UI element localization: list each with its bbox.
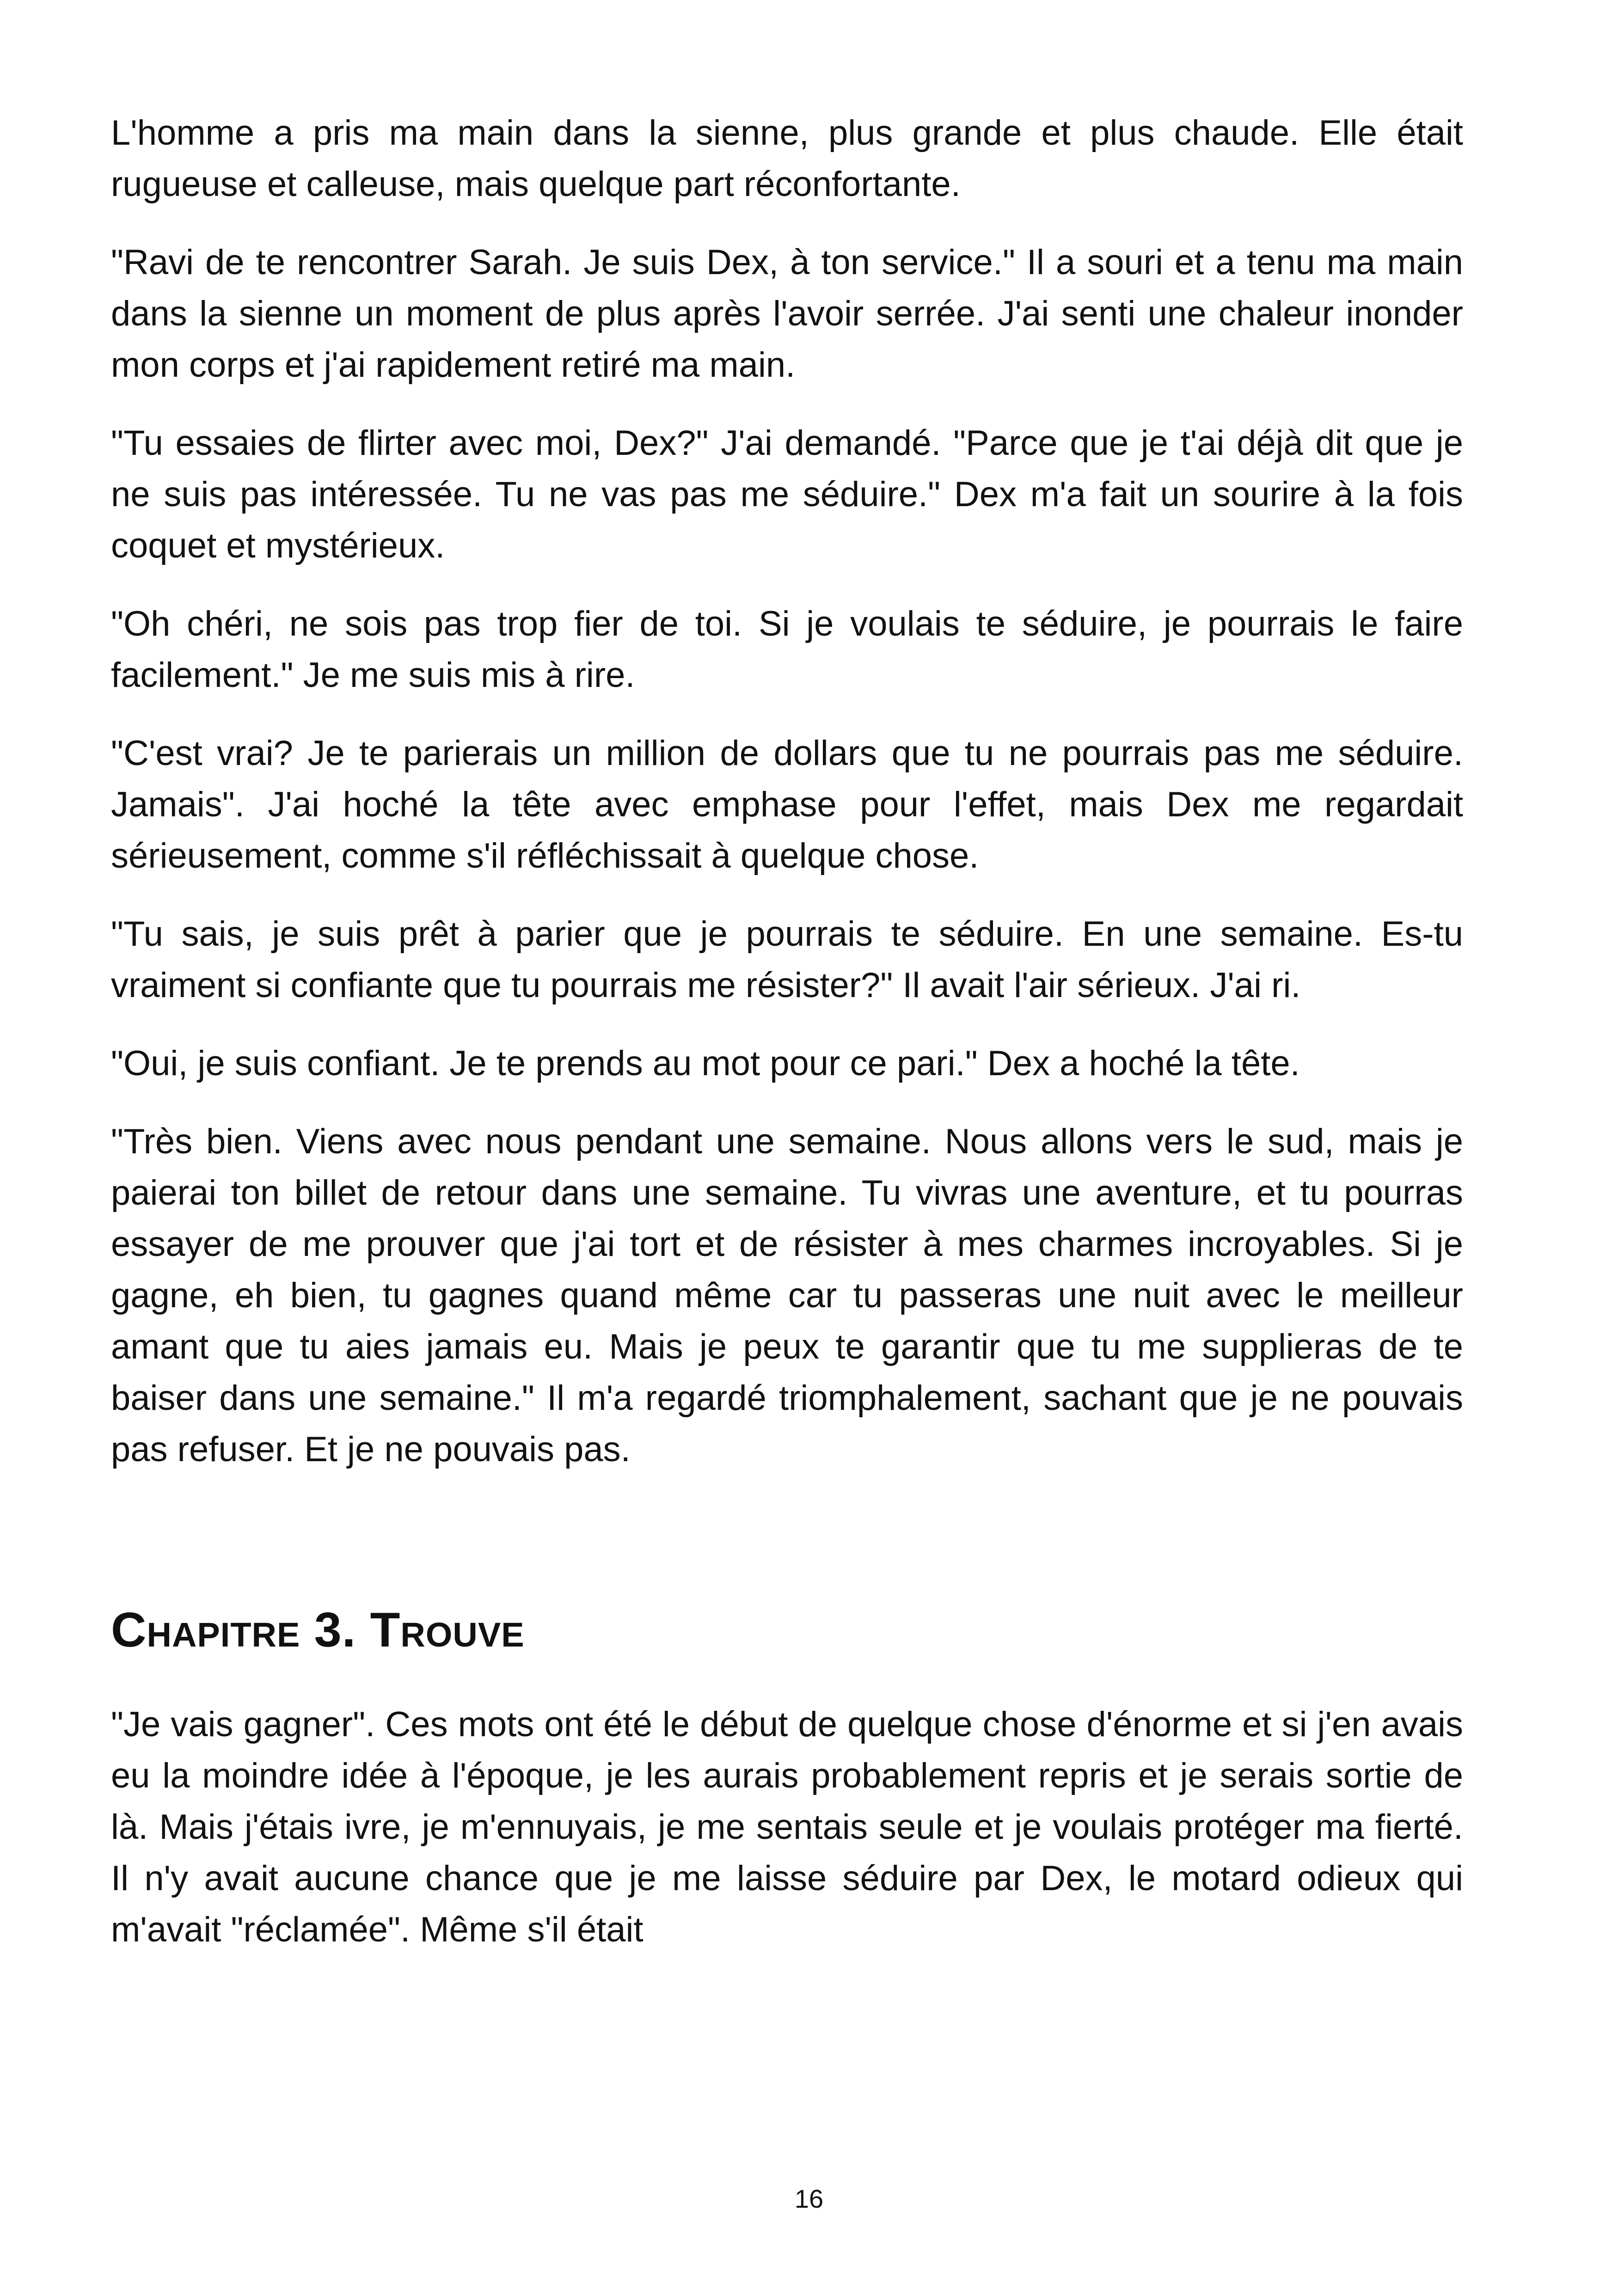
paragraph-9: "Je vais gagner". Ces mots ont été le début de quelque chose d'énorme et si j'en avais eu la moindre idée à l'époque, je les aurais probablement repris et je serais sortie de là. Mais j'étais ivre, je m'ennuyais, je me sentais seule et je voulais protéger ma fierté. Il n'y avait aucune chance que je me laisse séduire par Dex, le motard odieux qui m'avait "réclamée". Même s'il était [111,1705,1463,1949]
paragraph-2: "Ravi de te rencontrer Sarah. Je suis Dex, à ton service." Il a souri et a tenu ma main dans la sienne un moment de plus après l'avoir serrée. J'ai senti une chaleur inonder mon corps et j'ai rapidement retiré ma main. [111,243,1463,385]
paragraph-7: "Oui, je suis confiant. Je te prends au mot pour ce pari." Dex a hoché la tête. [111,1044,1300,1083]
page-body [111,107,1463,1982]
paragraph-8: "Très bien. Viens avec nous pendant une semaine. Nous allons vers le sud, mais je paierai ton billet de retour dans une semaine. Tu vivras une aventure, et tu pourras essayer de me prouver que j'ai tort et de résister à mes charmes incroyables. Si je gagne, eh bien, tu gagnes quand même car tu passeras une nuit avec le meilleur amant que tu aies jamais eu. Mais je peux te garantir que tu me supplieras de te baiser dans une semaine." Il m'a regardé triomphalement, sachant que je ne pouvais pas refuser. Et je ne pouvais pas. [111,1122,1463,1469]
paragraph-3: "Tu essaies de flirter avec moi, Dex?" J'ai demandé. "Parce que je t'ai déjà dit que je ne suis pas intéressée. Tu ne vas pas me séduire." Dex m'a fait un sourire à la fois coquet et mystérieux. [111,423,1463,565]
paragraph-1: L'homme a pris ma main dans la sienne, plus grande et plus chaude. Elle était rugueuse et calleuse, mais quelque part réconfortante. [111,113,1463,204]
paragraph-6: "Tu sais, je suis prêt à parier que je pourrais te séduire. En une semaine. Es-tu vraiment si confiante que tu pourrais me résister?" Il avait l'air sérieux. J'ai ri. [111,914,1463,1005]
paragraph-4: "Oh chéri, ne sois pas trop fier de toi. Si je voulais te séduire, je pourrais le faire facilement." Je me suis mis à rire. [111,604,1463,695]
page-number: 16 [794,2184,824,2213]
paragraph-5: "C'est vrai? Je te parierais un million de dollars que tu ne pourrais pas me séduire. Jamais". J'ai hoché la tête avec emphase pour l'effet, mais Dex me regardait sérieusement, comme s'il réfléchissait à quelque chose. [111,734,1463,876]
chapter-heading: Chapitre 3. Trouve [111,1603,525,1657]
